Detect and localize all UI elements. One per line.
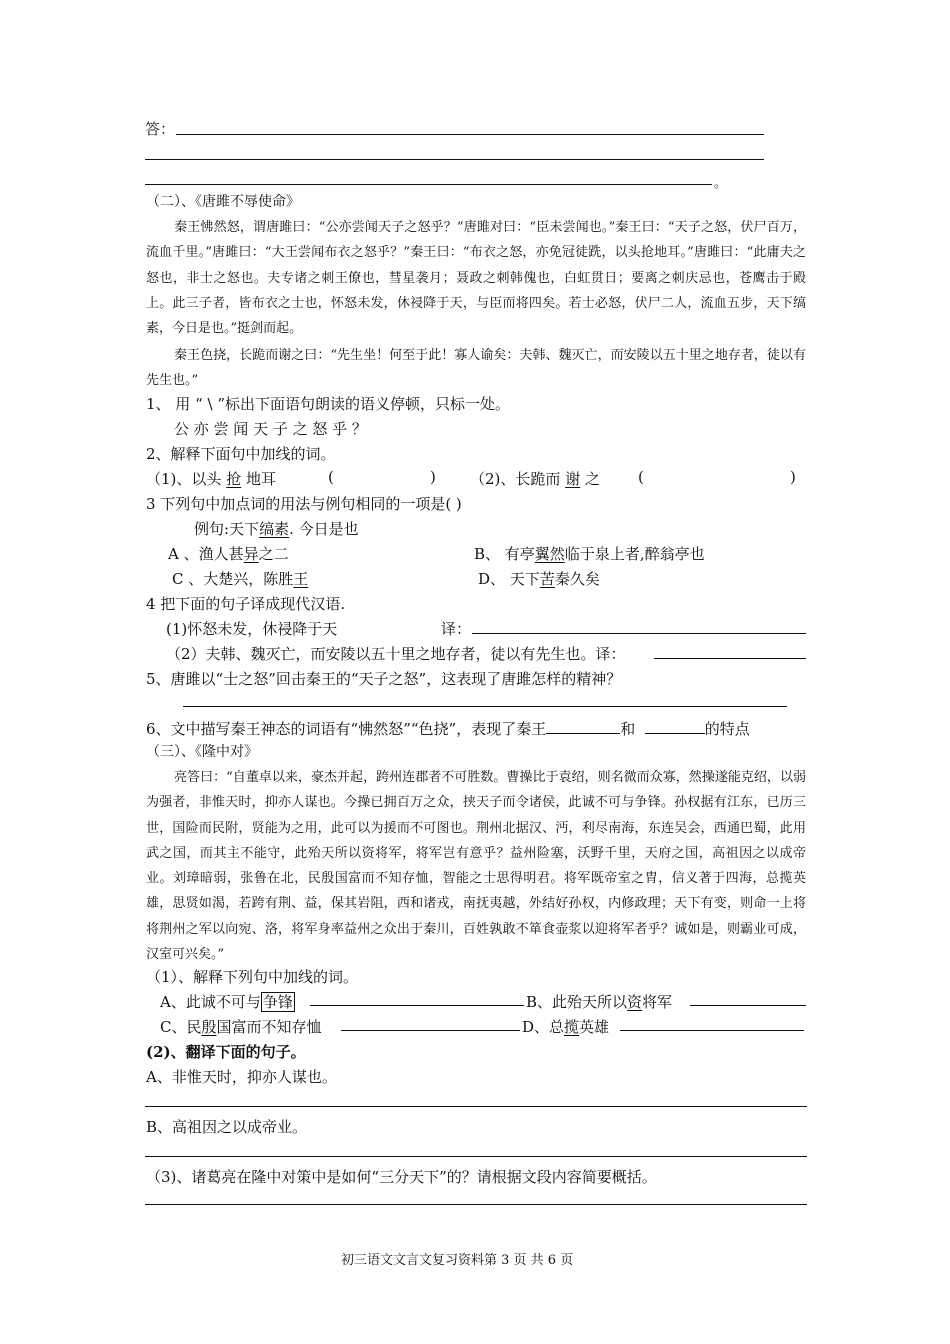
s2-q6-prefix: 6、文中描写秦王神态的词语有“怫然怒”“色挠”，表现了秦王 bbox=[146, 720, 547, 738]
s2-question-1: 1、 用 “ \ ”标出下面语句朗读的语义停顿，只标一处。 bbox=[146, 395, 511, 413]
s3-q1-d-word: 揽 bbox=[564, 1018, 580, 1036]
section2-p1-text: 秦王怫然怒，谓唐雎曰：“公亦尝闻天子之怒乎？”唐雎对曰：“臣未尝闻也。”秦王曰：“天子之怒，伏尸百万，流血千里。”唐雎曰：“大王尝闻布衣之怒乎？”秦王曰：“布衣之怒，亦免冠徒跣，以头抢地耳。”唐雎曰：“此庸夫之怒也，非士之怒也。夫专诸之刺王僚也，彗星袭月；聂政之刺韩傀也，白虹贯日；要离之刺庆忌也，苍鹰击于殿上。此三子者，皆布衣之士也，怀怒未发，休祲降于天，与臣而将四矣。若士必怒，伏尸二人，流血五步，天下缟素，今日是也。”挺剑而起。 bbox=[146, 220, 806, 337]
s2-q3-a-suffix: 之二 bbox=[258, 545, 289, 563]
s3-q2-b-answer-line bbox=[145, 1156, 807, 1157]
s2-q2-2-suffix: 之 bbox=[584, 470, 600, 488]
s2-q3-example-suffix: . 今日是也 bbox=[289, 520, 359, 538]
s2-q6-blank-1 bbox=[546, 719, 620, 734]
s2-question-5: 5、唐雎以“士之怒”回击秦王的“天子之怒”，这表现了唐雎怎样的精神？ bbox=[146, 670, 622, 688]
s2-q5-answer-line bbox=[183, 706, 787, 707]
s2-q2-1-prefix: （1)、以头 bbox=[146, 470, 222, 488]
answer-label: 答： bbox=[145, 120, 176, 138]
s2-q3-example-word: 缟素 bbox=[259, 520, 290, 538]
s3-q1-c-answer-line bbox=[341, 1030, 520, 1031]
s2-q3-example bbox=[194, 518, 359, 539]
s2-q6-suffix: 的特点 bbox=[704, 720, 750, 738]
section3-title: （三）、《隆中对》 bbox=[146, 744, 258, 760]
s3-question-2: (2)、翻译下面的句子。 bbox=[146, 1043, 306, 1061]
answer-end-mark: 。 bbox=[714, 176, 728, 191]
s3-q1-option-b bbox=[526, 991, 672, 1012]
s3-q1-d-answer-line bbox=[620, 1030, 804, 1031]
s3-q1-b-answer-line bbox=[690, 1005, 806, 1006]
s2-q3-d-suffix: 秦久矣 bbox=[554, 570, 600, 588]
s2-question-4: 4 把下面的句子译成现代汉语. bbox=[146, 595, 346, 613]
s2-q2-2-paren-open: ( bbox=[638, 468, 644, 486]
s2-q3-option-d bbox=[478, 568, 600, 589]
s2-q2-item-1 bbox=[146, 468, 276, 489]
s2-q3-example-prefix: 例句:天下 bbox=[194, 520, 260, 538]
s2-q2-2-paren-close: ) bbox=[790, 468, 796, 486]
s2-q3-b-suffix: 临于泉上者,醉翁亭也 bbox=[564, 545, 705, 563]
s2-q4-2-answer-line bbox=[654, 658, 806, 659]
s2-q2-2-underlined-word: 谢 bbox=[565, 470, 581, 488]
s2-q1-sentence: 公 亦 尝 闻 天 子 之 怒 乎 ？ bbox=[174, 420, 367, 438]
s3-q2-item-b: B、高祖因之以成帝业。 bbox=[146, 1118, 308, 1136]
s2-q3-a-prefix: A 、渔人甚 bbox=[168, 545, 244, 563]
s2-q2-1-paren-close: ) bbox=[430, 468, 436, 486]
section2-p2-text: 秦王色挠，长跪而谢之曰：“先生坐！何至于此！寡人谕矣：夫韩、魏灭亡，而安陵以五十里之地存者，徒以有先生也。” bbox=[146, 348, 806, 389]
section2-passage-p2 bbox=[146, 343, 806, 394]
s2-question-3: 3 下列句中加点词的用法与例句相同的一项是( ) bbox=[146, 495, 462, 513]
s3-question-3: （3)、诸葛亮在隆中对策中是如何“三分天下”的？请根据文段内容简要概括。 bbox=[146, 1168, 657, 1186]
s2-q2-1-underlined-word: 抢 bbox=[226, 470, 242, 488]
s2-q2-2-prefix: （2)、长跪而 bbox=[470, 470, 561, 488]
section2-passage-p1 bbox=[146, 215, 806, 341]
page-footer: 初三语文文言文复习资料第 3 页 共 6 页 bbox=[341, 1253, 574, 1268]
s2-q2-item-2 bbox=[470, 468, 600, 489]
s2-q3-c-word: 王 bbox=[293, 570, 309, 588]
s2-q4-1-label: 译： bbox=[441, 620, 472, 638]
s3-q1-a-prefix: A、此诚不可与 bbox=[160, 993, 261, 1011]
s3-q1-d-prefix: D、总 bbox=[522, 1018, 565, 1036]
s2-q4-sentence-1: (1)怀怒未发，休祲降于天 bbox=[166, 620, 338, 638]
s2-q3-b-word: 翼然 bbox=[534, 545, 565, 563]
answer-line-2 bbox=[145, 159, 764, 160]
s3-q1-d-suffix: 英雄 bbox=[579, 1018, 610, 1036]
s2-q3-option-b bbox=[474, 543, 705, 564]
s2-q3-a-word: 异 bbox=[243, 545, 259, 563]
s2-q2-1-suffix: 地耳 bbox=[245, 470, 276, 488]
s2-q3-d-word: 苦 bbox=[539, 570, 555, 588]
section2-title: （二）、《唐雎不辱使命》 bbox=[146, 194, 300, 210]
section3-passage bbox=[146, 765, 806, 967]
s2-q4-sentence-2: （2）夫韩、魏灭亡，而安陵以五十里之地存者，徒以有先生也。译： bbox=[166, 645, 626, 663]
section3-p1-text: 亮答曰：“自董卓以来，豪杰并起，跨州连郡者不可胜数。曹操比于袁绍，则名微而众寡，然操遂能克绍，以弱为强者，非惟天时，抑亦人谋也。今操已拥百万之众，挟天子而令诸侯，此诚不可与争锋。孙权据有江东，已历三世，国险而民附，贤能为之用，此可以为援而不可图也。荆州北据汉、沔，利尽南海，东连吴会，西通巴蜀，此用武之国，而其主不能守，此殆天所以资将军，将军岂有意乎？益州险塞，沃野千里，天府之国，高祖因之以成帝业。刘璋暗弱，张鲁在北，民殷国富而不知存恤，智能之士思得明君。将军既帝室之胄，信义著于四海，总揽英雄，思贤如渴，若跨有荆、益，保其岩阻，西和诸戎，南抚夷越，外结好孙权，内修政理；天下有变，则命一上将将荆州之军以向宛、洛，将军身率益州之众出于秦川，百姓孰敢不箪食壶浆以迎将军者乎？诚如是，则霸业可成，汉室可兴矣。” bbox=[146, 770, 806, 963]
s2-q6-connector: 和 bbox=[620, 720, 636, 738]
s3-q1-option-d bbox=[522, 1016, 609, 1037]
s3-q1-b-suffix: 将军 bbox=[642, 993, 673, 1011]
s2-q3-d-prefix: D、 天下 bbox=[478, 570, 540, 588]
s3-q1-a-answer-line bbox=[310, 1005, 524, 1006]
s3-q1-b-prefix: B、此殆天所以 bbox=[526, 993, 628, 1011]
answer-line-1 bbox=[176, 134, 764, 135]
s3-q1-a-boxed-word: 争锋 bbox=[262, 993, 293, 1011]
s3-q1-option-c bbox=[160, 1016, 322, 1037]
s3-q1-c-word: 殷 bbox=[201, 1018, 217, 1036]
s2-q3-c-prefix: C 、大楚兴，陈胜 bbox=[172, 570, 294, 588]
s3-q1-c-suffix: 国富而不知存恤 bbox=[216, 1018, 322, 1036]
s3-q3-answer-line bbox=[145, 1204, 807, 1205]
s2-q6-blank-2 bbox=[645, 719, 705, 734]
s2-q3-b-prefix: B、 有亭 bbox=[474, 545, 535, 563]
s2-q2-1-paren-open: ( bbox=[328, 468, 334, 486]
s3-q1-option-a bbox=[160, 991, 295, 1012]
s3-question-1: （1）、解释下列句中加线的词。 bbox=[146, 968, 359, 986]
s3-q2-a-answer-line bbox=[145, 1106, 807, 1107]
s3-q1-b-word: 资 bbox=[627, 993, 643, 1011]
s2-q3-option-a bbox=[168, 543, 289, 564]
s3-q1-c-prefix: C、民 bbox=[160, 1018, 202, 1036]
s2-question-6 bbox=[146, 718, 750, 739]
answer-line-3 bbox=[145, 184, 712, 185]
s2-q4-1-answer-line bbox=[472, 633, 806, 634]
s2-q3-option-c bbox=[172, 568, 308, 589]
s2-question-2: 2、解释下面句中加线的词。 bbox=[146, 445, 336, 463]
s3-q2-item-a: A、非惟天时，抑亦人谋也。 bbox=[146, 1068, 337, 1086]
